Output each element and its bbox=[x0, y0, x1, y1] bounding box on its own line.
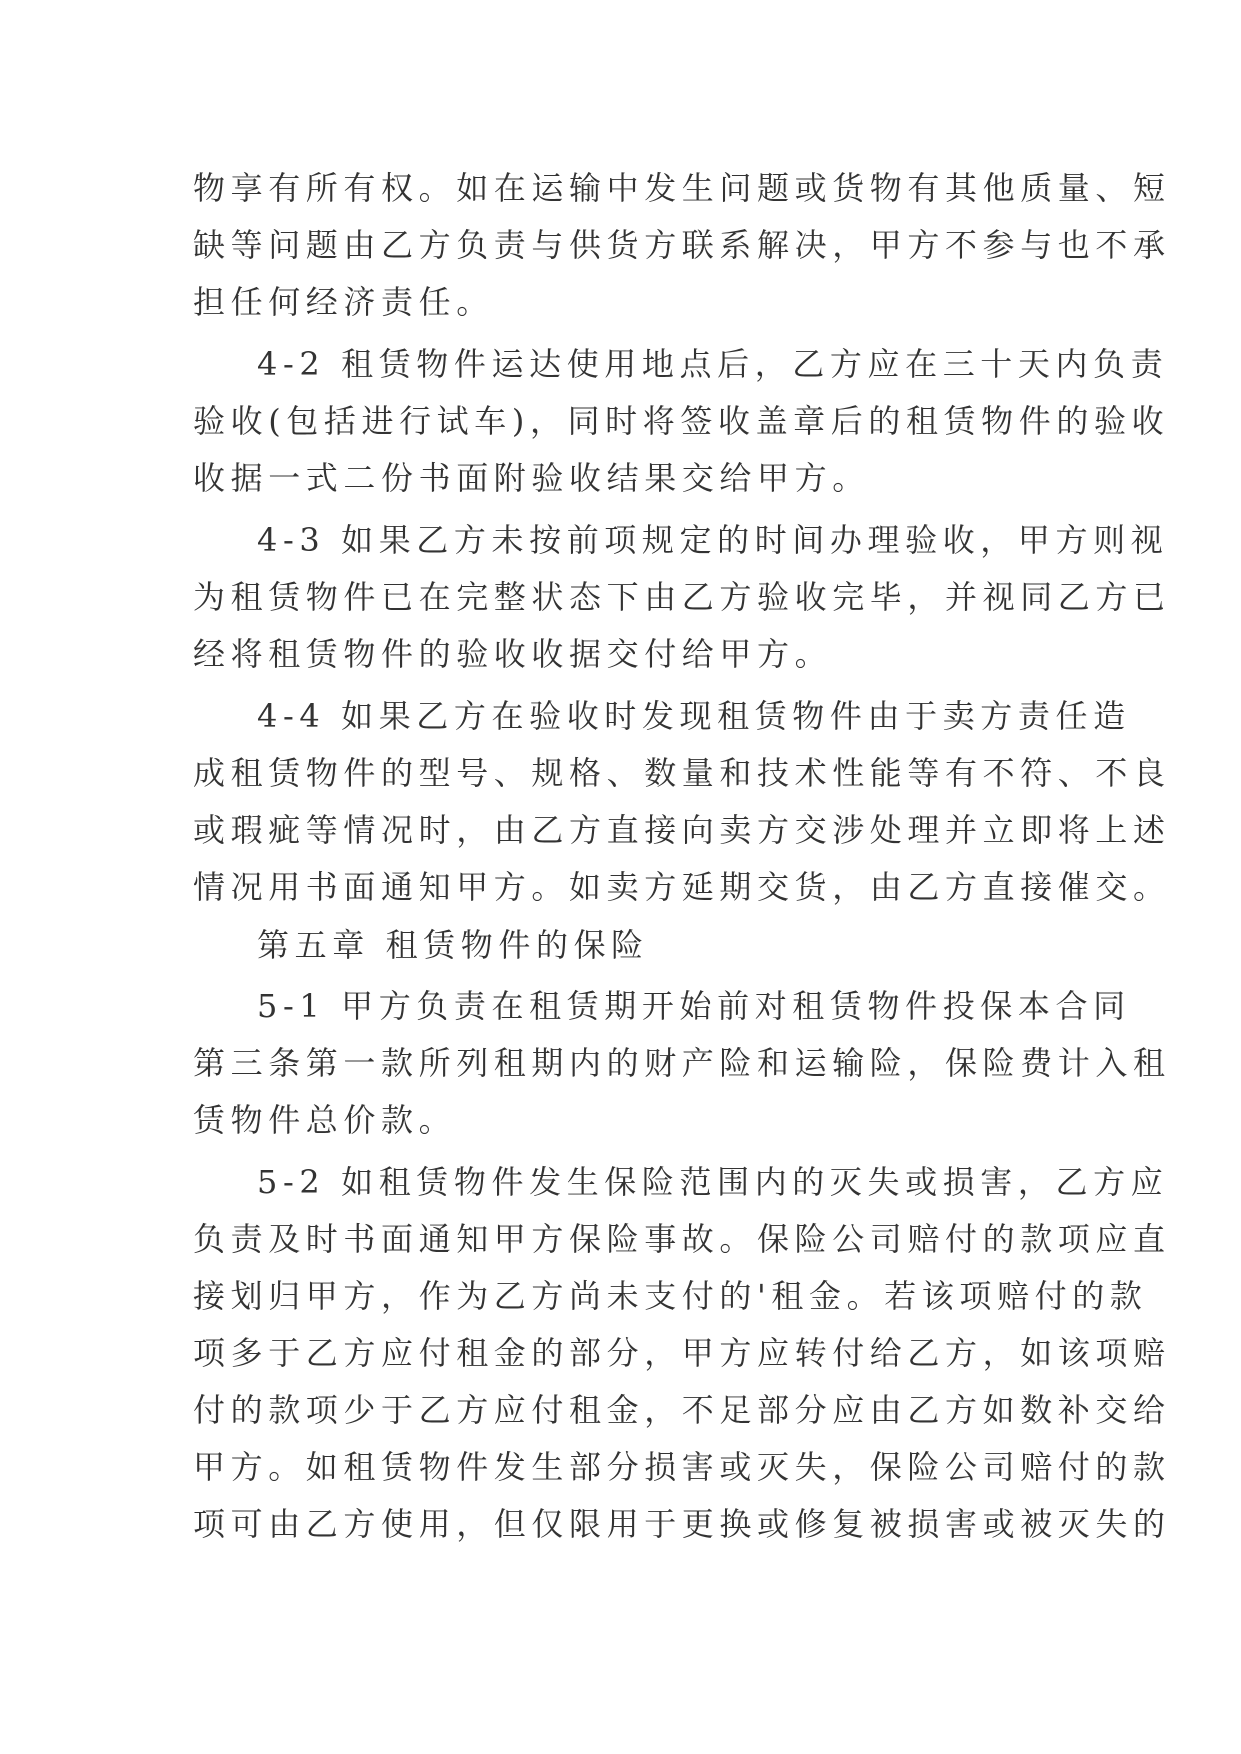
text-line: 第三条第一款所列租期内的财产险和运输险，保险费计入租 bbox=[193, 1044, 1171, 1082]
text-line: 或瑕疵等情况时，由乙方直接向卖方交涉处理并立即将上述 bbox=[193, 811, 1171, 849]
text-line: 负责及时书面通知甲方保险事故。保险公司赔付的款项应直 bbox=[193, 1220, 1171, 1258]
text-line: 甲方。如租赁物件发生部分损害或灭失，保险公司赔付的款 bbox=[193, 1448, 1171, 1486]
clause-4-3: 4-3 如果乙方未按前项规定的时间办理验收，甲方则视 bbox=[257, 521, 1169, 559]
clause-4-2: 4-2 租赁物件运达使用地点后，乙方应在三十天内负责 bbox=[257, 345, 1169, 383]
text-line: 经将租赁物件的验收收据交付给甲方。 bbox=[193, 635, 833, 673]
text-line: 接划归甲方，作为乙方尚未支付的'租金。若该项赔付的款 bbox=[193, 1277, 1148, 1315]
clause-5-2: 5-2 如租赁物件发生保险范围内的灭失或损害，乙方应 bbox=[257, 1163, 1169, 1201]
text-line: 情况用书面通知甲方。如卖方延期交货，由乙方直接催交。 bbox=[193, 868, 1171, 906]
text-line: 为租赁物件已在完整状态下由乙方验收完毕，并视同乙方已 bbox=[193, 578, 1171, 616]
text-line: 成租赁物件的型号、规格、数量和技术性能等有不符、不良 bbox=[193, 754, 1171, 792]
text-line: 赁物件总价款。 bbox=[193, 1101, 457, 1139]
text-line: 项多于乙方应付租金的部分，甲方应转付给乙方，如该项赔 bbox=[193, 1334, 1171, 1372]
text-line: 物享有所有权。如在运输中发生问题或货物有其他质量、短 bbox=[193, 169, 1171, 207]
text-line: 担任何经济责任。 bbox=[193, 283, 494, 321]
text-line: 项可由乙方使用，但仅限用于更换或修复被损害或被灭失的 bbox=[193, 1505, 1171, 1543]
chapter-heading: 第五章 租赁物件的保险 bbox=[257, 926, 649, 964]
clause-4-4: 4-4 如果乙方在验收时发现租赁物件由于卖方责任造 bbox=[257, 697, 1131, 735]
text-line: 缺等问题由乙方负责与供货方联系解决，甲方不参与也不承 bbox=[193, 226, 1171, 264]
text-line: 收据一式二份书面附验收结果交给甲方。 bbox=[193, 459, 870, 497]
text-line: 验收(包括进行试车)，同时将签收盖章后的租赁物件的验收 bbox=[193, 402, 1170, 440]
clause-5-1: 5-1 甲方负责在租赁期开始前对租赁物件投保本合同 bbox=[257, 987, 1131, 1025]
text-line: 付的款项少于乙方应付租金，不足部分应由乙方如数补交给 bbox=[193, 1391, 1171, 1429]
